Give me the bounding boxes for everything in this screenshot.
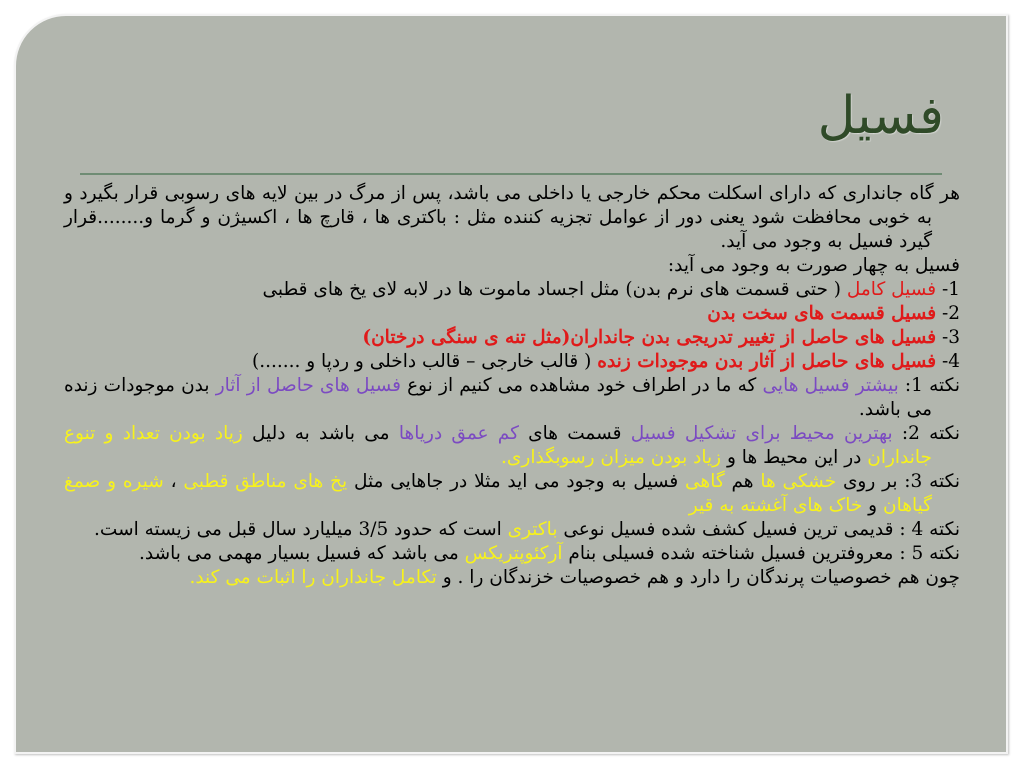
- highlight-text: تکامل جانداران را اثبات می کند.: [189, 567, 437, 588]
- list-number: 1-: [936, 279, 960, 300]
- list-item-4: [64, 350, 960, 374]
- highlight-text: بهترین محیط برای تشکیل فسیل: [630, 423, 893, 444]
- highlight-text: فسیل قسمت های سخت بدن: [707, 303, 937, 324]
- note-label: نکته 3: بر روی: [836, 471, 960, 492]
- body-text: بدن موجودات زنده می باشد.: [64, 375, 932, 420]
- highlight-text: کم عمق دریاها: [398, 423, 519, 444]
- highlight-text: آرکئوپتریکس: [464, 543, 563, 564]
- body-text: است که حدود 3/5 میلیارد سال قبل می زیسته است.: [94, 519, 508, 540]
- title-divider: [80, 173, 942, 175]
- body-text: چون هم خصوصیات پرندگان را دارد و هم خصوصیات خزندگان را . و: [436, 567, 960, 588]
- body-text: ( قالب خارجی – قالب داخلی و ردپا و .......): [251, 351, 598, 372]
- highlight-text: زیاد بودن تعداد و تنوع جانداران: [64, 423, 932, 468]
- paragraph-types-intro: فسیل به چهار صورت به وجود می آید:: [667, 255, 960, 276]
- highlight-text: یخ های مناطق قطبی: [183, 471, 348, 492]
- paragraph-definition: هر گاه جانداری که دارای اسکلت محکم خارجی یا داخلی می باشد، پس از مرگ در بین لایه های رسوبی قرار بگیرد و به خوبی محافظت شود یعنی دور از عوامل تجزیه کننده مثل : باکتری ها ، قارچ ها ، اکسیژن و گرما و........قرار گیرد فسیل به وجود می آید.: [64, 183, 960, 252]
- body-text: و: [862, 495, 883, 516]
- note-label: نکته 5 : معروفترین فسیل شناخته شده فسیلی بنام: [562, 543, 960, 564]
- note-label: نکته 2:: [892, 423, 961, 444]
- body-text: که ما در اطراف خود مشاهده می کنیم از نوع: [400, 375, 763, 396]
- body-text: فسیل به وجود می اید مثلا در جاهایی مثل: [347, 471, 686, 492]
- note-label: نکته 1:: [898, 375, 960, 396]
- slide-body: [64, 182, 960, 590]
- list-item-3: [64, 326, 960, 350]
- highlight-text: خاک های آغشته به قیر: [688, 495, 863, 516]
- highlight-text: فسیل های حاصل از آثار بدن موجودات زنده: [597, 351, 937, 372]
- list-item-2: [64, 302, 960, 326]
- highlight-text: فسیل های حاصل از تغییر تدریجی بدن جانداران(مثل تنه ی سنگی درختان): [362, 327, 937, 348]
- body-text: ( حتی قسمت های نرم بدن) مثل اجساد ماموت ها در لابه لای یخ های قطبی: [262, 279, 847, 300]
- note-3: [64, 470, 960, 518]
- highlight-text: فسیل کامل: [846, 279, 937, 300]
- note-5: [64, 542, 960, 566]
- list-number: 4-: [936, 351, 960, 372]
- note-4: [64, 518, 960, 542]
- list-item-1: [64, 278, 960, 302]
- body-text: می باشد به دلیل: [242, 423, 399, 444]
- body-text: در این محیط ها و: [721, 447, 868, 468]
- note-label: نکته 4 : قدیمی ترین فسیل کشف شده فسیل نوعی: [557, 519, 960, 540]
- note-5-continued: [64, 566, 960, 590]
- note-2: [64, 422, 960, 470]
- body-text: ،: [163, 471, 184, 492]
- highlight-text: زیاد بودن میزان رسوبگذاری.: [501, 447, 722, 468]
- highlight-text: فسیل های حاصل از آثار: [215, 375, 401, 396]
- body-text: هم: [724, 471, 761, 492]
- body-text: قسمت های: [518, 423, 631, 444]
- highlight-text: بیشتر فسیل هایی: [762, 375, 899, 396]
- highlight-text: باکتری: [507, 519, 558, 540]
- highlight-text: شیره و صمغ گیاهان: [64, 471, 932, 516]
- slide-title: فسیل: [817, 86, 944, 146]
- body-text: می باشد که فسیل بسیار مهمی می باشد.: [139, 543, 465, 564]
- highlight-text: خشکی ها: [760, 471, 837, 492]
- list-number: 2-: [936, 303, 960, 324]
- highlight-text: گاهی: [685, 471, 725, 492]
- list-number: 3-: [936, 327, 960, 348]
- note-1: [64, 374, 960, 422]
